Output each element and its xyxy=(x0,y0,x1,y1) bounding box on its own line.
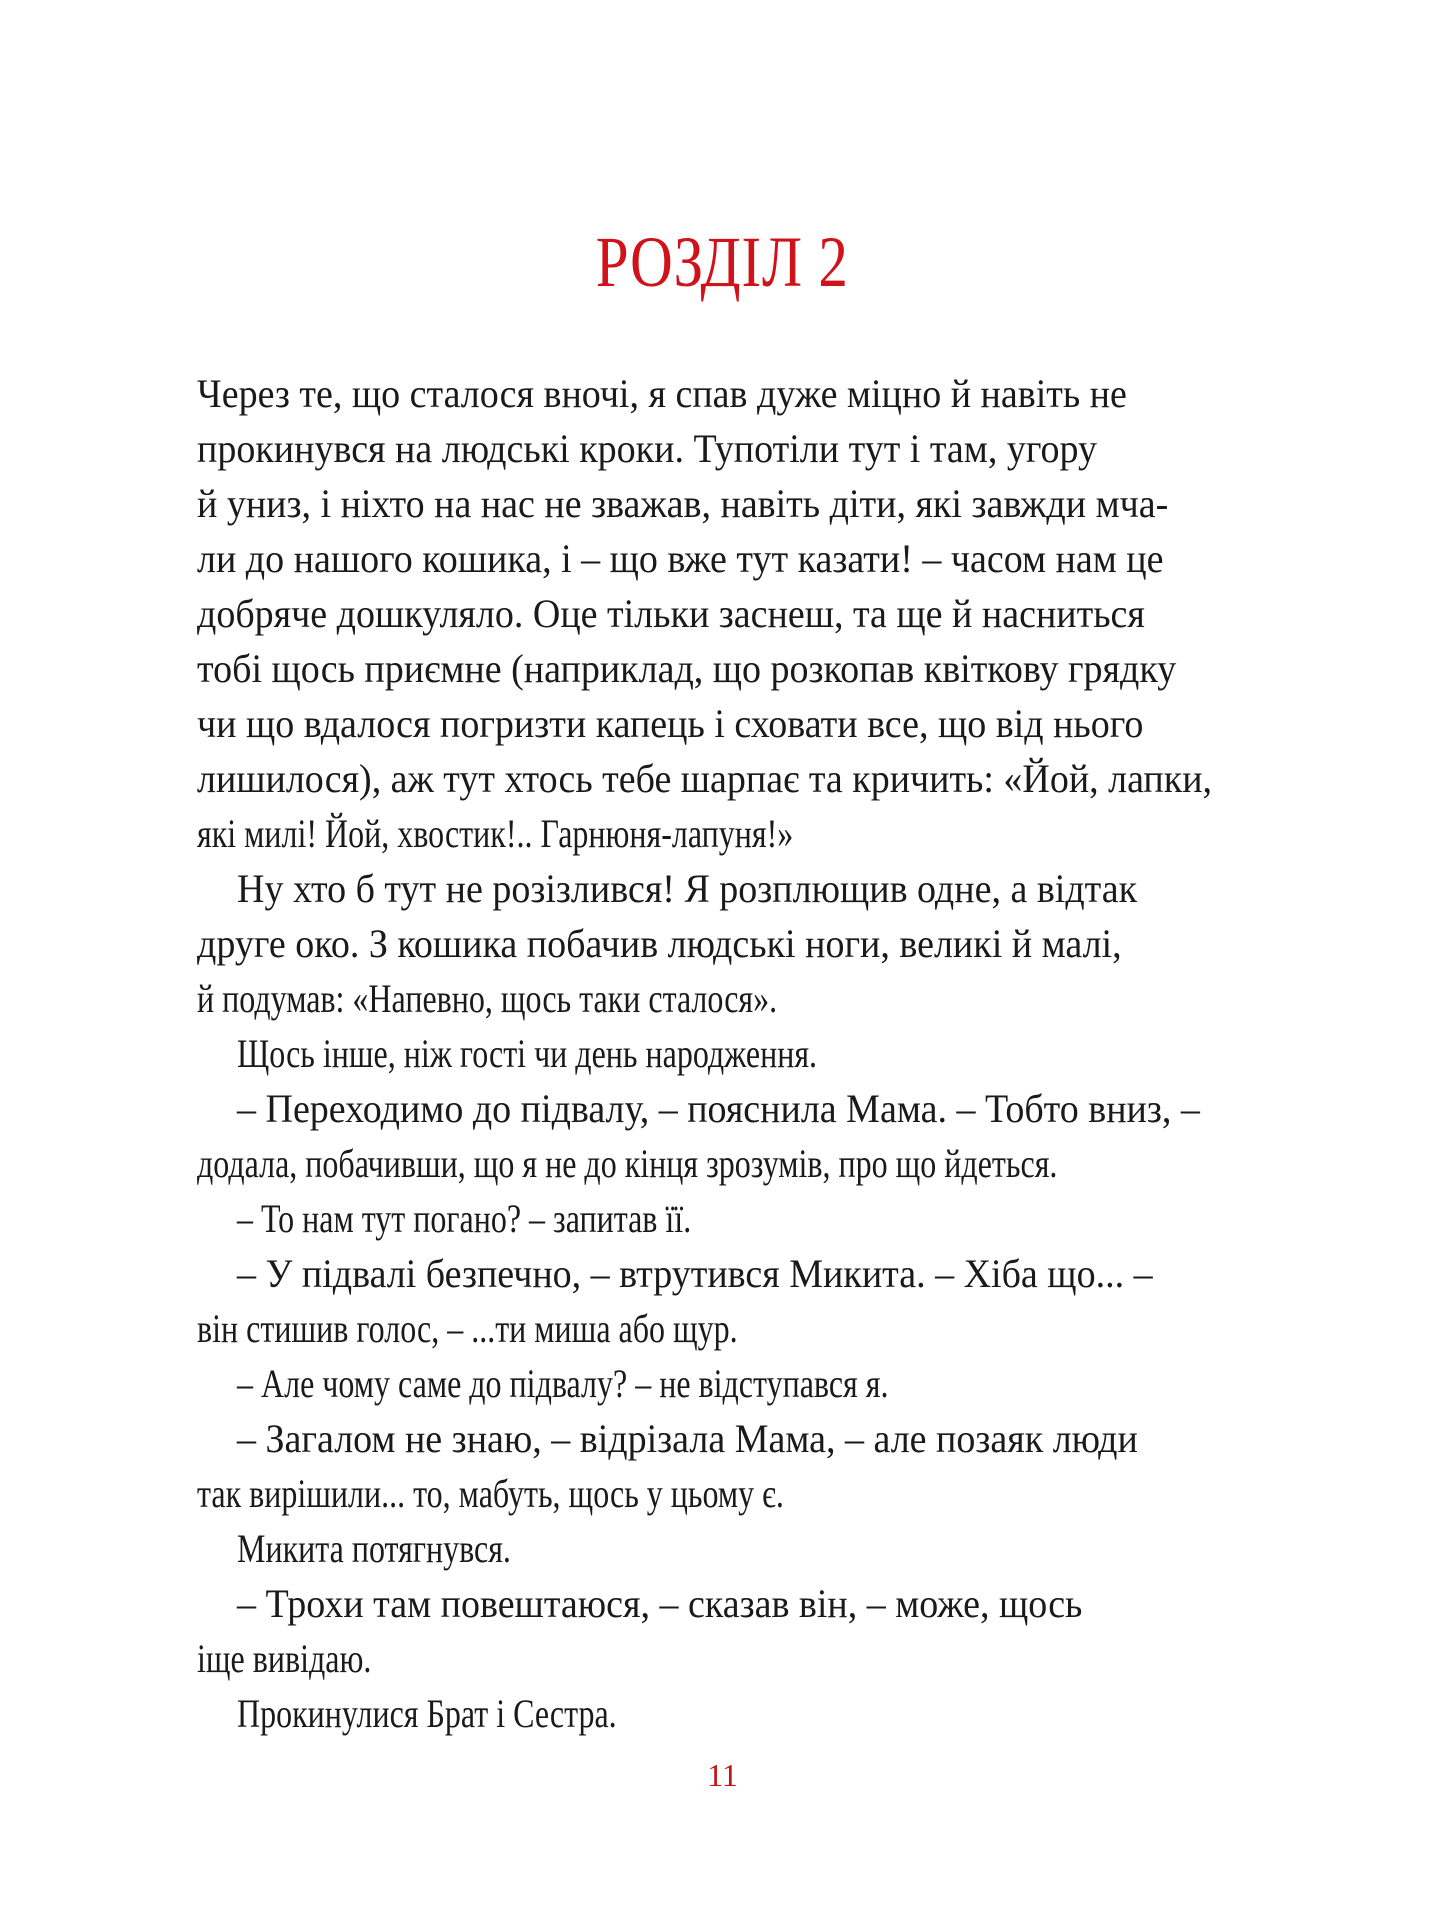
text-line-content: чи що вдалося погризти капець і сховати все, що від нього xyxy=(197,701,1144,746)
text-line xyxy=(197,641,1212,696)
text-line-content: – Переходимо до підвалу, – пояснила Мама. – Тобто вниз, – xyxy=(237,1086,1200,1131)
text-line-content: прокинувся на людські кроки. Тупотіли тут і там, угору xyxy=(197,426,1097,471)
text-line-content: додала, побачивши, що я не до кінця зрозумів, про що йдеться. xyxy=(197,1141,1058,1186)
text-line xyxy=(197,751,1212,806)
text-line-content: лишилося), аж тут хтось тебе шарпає та кричить: «Йой, лапки, xyxy=(197,756,1213,801)
text-line-content: так вирішили... то, мабуть, щось у цьому є. xyxy=(197,1471,784,1516)
text-line-content: іще вивідаю. xyxy=(197,1636,372,1681)
text-line-content: – Загалом не знаю, – відрізала Мама, – але позаяк люди xyxy=(237,1416,1138,1461)
text-line xyxy=(197,1136,1212,1191)
paragraph-first-line xyxy=(197,1081,1212,1136)
text-line xyxy=(197,366,1212,421)
chapter-title-text: РОЗДІЛ 2 xyxy=(596,222,849,302)
text-line xyxy=(197,806,1212,861)
paragraph-first-line xyxy=(197,1576,1212,1631)
text-line xyxy=(197,476,1212,531)
text-line-content: він стишив голос, – ...ти миша або щур. xyxy=(197,1306,738,1351)
text-line-content: й униз, і ніхто на нас не зважав, навіть діти, які завжди мча- xyxy=(197,481,1169,526)
text-line-content: Микита потягнувся. xyxy=(237,1526,511,1571)
paragraph-first-line xyxy=(197,1411,1212,1466)
paragraph-first-line xyxy=(197,1191,1212,1246)
text-line xyxy=(197,586,1212,641)
text-line-content: й подумав: «Напевно, щось таки сталося». xyxy=(197,976,778,1021)
text-line xyxy=(197,1631,1212,1686)
chapter-title xyxy=(0,222,1445,302)
text-line-content: Ну хто б тут не розізлився! Я розплющив одне, а відтак xyxy=(237,866,1138,911)
text-line xyxy=(197,696,1212,751)
text-line-content: – Трохи там повештаюся, – сказав він, – може, щось xyxy=(237,1581,1083,1626)
text-line xyxy=(197,531,1212,586)
text-line-content: Через те, що сталося вночі, я спав дуже міцно й навіть не xyxy=(197,371,1127,416)
paragraph-first-line xyxy=(197,1026,1212,1081)
text-line xyxy=(197,916,1212,971)
text-line-content: тобі щось приємне (наприклад, що розкопав квіткову грядку xyxy=(197,646,1177,691)
paragraph-first-line xyxy=(197,1246,1212,1301)
text-line-content: – У підвалі безпечно, – втрутився Микита. – Хіба що... – xyxy=(237,1251,1153,1296)
text-line xyxy=(197,971,1212,1026)
text-line-content: ли до нашого кошика, і – що вже тут казати! – часом нам це xyxy=(197,536,1164,581)
text-line-content: Прокинулися Брат і Сестра. xyxy=(237,1691,617,1736)
text-line-content: Щось інше, ніж гості чи день народження. xyxy=(237,1031,818,1076)
paragraph-first-line xyxy=(197,1686,1212,1741)
text-line-content: друге око. З кошика побачив людські ноги, великі й малі, xyxy=(197,921,1122,966)
paragraph-first-line xyxy=(197,861,1212,916)
text-line-content: які милі! Йой, хвостик!.. Гарнюня-лапуня!» xyxy=(197,811,794,856)
text-line xyxy=(197,1301,1212,1356)
text-line xyxy=(197,1466,1212,1521)
page-number: 11 xyxy=(707,1757,738,1793)
chapter-body-text xyxy=(197,366,1212,1741)
text-line-content: – Але чому саме до підвалу? – не відступався я. xyxy=(237,1361,889,1406)
text-line xyxy=(197,421,1212,476)
text-line-content: добряче дошкуляло. Оце тільки заснеш, та ще й насниться xyxy=(197,591,1145,636)
paragraph-first-line xyxy=(197,1521,1212,1576)
text-line-content: – То нам тут погано? – запитав її. xyxy=(237,1196,692,1241)
paragraph-first-line xyxy=(197,1356,1212,1411)
